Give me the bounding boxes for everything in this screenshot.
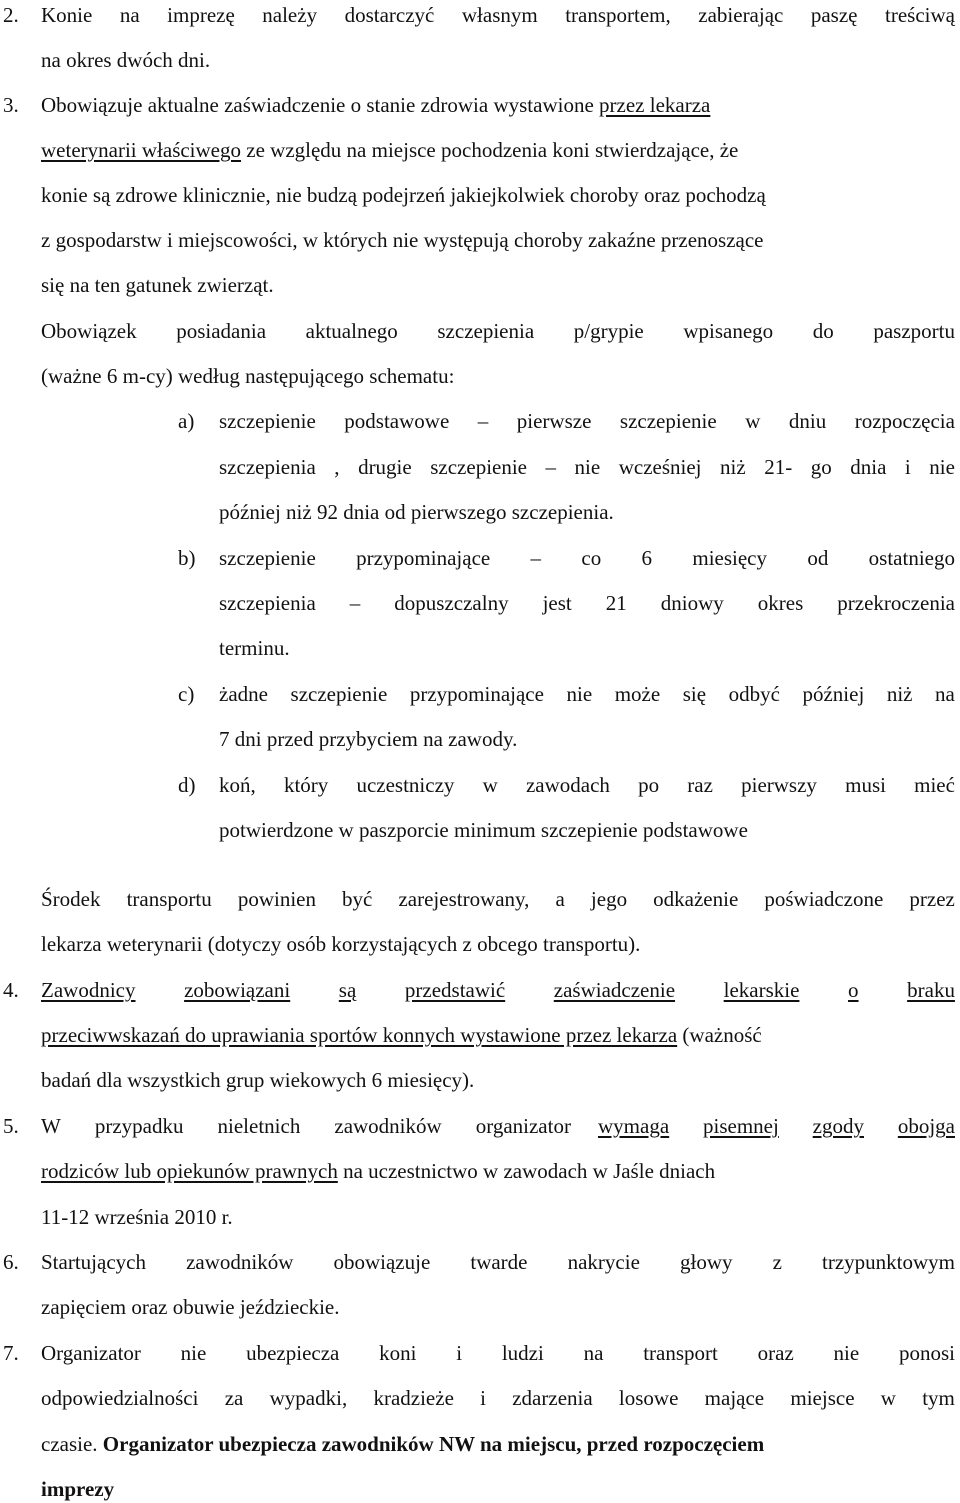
word: transport (643, 1341, 718, 1365)
paragraph-line: czasie. Organizator ubezpiecza zawodników NW na miejscu, przed rozpoczęciem (41, 1432, 765, 1456)
word: pierwsze (516, 409, 592, 433)
word: , (334, 455, 340, 479)
paragraph-line (219, 454, 955, 480)
word: jego (590, 887, 628, 911)
word: imprezę (167, 3, 235, 27)
word: szczepienie (430, 455, 528, 479)
word: należy (262, 3, 318, 27)
word: organizator (475, 1114, 571, 1138)
word: paszę (810, 3, 858, 27)
paragraph-line: 7 dni przed przybyciem na zawody. (219, 727, 518, 751)
word: poświadczone (764, 887, 884, 911)
word: szczepienie (290, 682, 388, 706)
word: losowe (618, 1386, 679, 1410)
word: dnia (850, 455, 887, 479)
word: niż (720, 455, 746, 479)
word: transportem, (565, 3, 671, 27)
paragraph-line: przeciwwskazań do uprawiania sportów konnych wystawione przez lekarza (ważność (41, 1023, 762, 1047)
word: przekroczenia (837, 591, 955, 615)
word: a (555, 887, 565, 911)
word: który (283, 773, 329, 797)
word: Startujących (41, 1250, 146, 1274)
word: za (224, 1386, 244, 1410)
word: i (480, 1386, 486, 1410)
word: rozpoczęcia (854, 409, 955, 433)
word: 21 (605, 591, 627, 615)
word: przedstawić (404, 978, 506, 1002)
paragraph-line (41, 1113, 571, 1139)
word: obojga (897, 1114, 955, 1138)
paragraph-line (219, 681, 955, 707)
word: szczepienia (437, 319, 535, 343)
word: miesięcy (692, 546, 767, 570)
word: koni (379, 1341, 417, 1365)
word: i (456, 1341, 463, 1365)
word: nieletnich (217, 1114, 301, 1138)
word: w (880, 1386, 896, 1410)
item-number: 7. (3, 1341, 19, 1365)
word: na (935, 682, 955, 706)
paragraph-line (41, 2, 955, 28)
word: pierwszy (741, 773, 817, 797)
word: raz (687, 773, 713, 797)
word: na (119, 3, 140, 27)
vaccination-intro (41, 318, 955, 344)
word: w (745, 409, 761, 433)
word: się (682, 682, 707, 706)
word: zarejestrowany, (398, 887, 530, 911)
word: być (342, 887, 373, 911)
word: Środek (41, 887, 101, 911)
word: musi (845, 773, 886, 797)
paragraph-line (41, 1249, 955, 1275)
word: przypominające (356, 546, 491, 570)
item-number: 4. (3, 978, 19, 1002)
underlined-line (41, 977, 955, 1003)
word: – (545, 455, 557, 479)
word: drugie (358, 455, 412, 479)
word: pisemnej (703, 1114, 779, 1138)
word: co (581, 546, 602, 570)
paragraph-line: rodziców lub opiekunów prawnych na uczestnictwo w zawodach w Jaśle dniach (41, 1159, 716, 1183)
word: własnym (461, 3, 538, 27)
transport-note (41, 886, 955, 912)
paragraph-line: (ważne 6 m-cy) według następującego schematu: (41, 364, 455, 388)
word: tym (922, 1386, 955, 1410)
underlined-text: przeciwwskazań do uprawiania sportów konnych wystawione przez lekarza (41, 1023, 678, 1047)
word: nie (574, 455, 601, 479)
word: podstawowe (344, 409, 450, 433)
item-number: 6. (3, 1250, 19, 1274)
paragraph-line: lekarza weterynarii (dotyczy osób korzystających z obcego transportu). (41, 932, 641, 956)
word: głowy (679, 1250, 733, 1274)
word: braku (907, 978, 955, 1002)
word: Zawodnicy (41, 978, 136, 1002)
word: szczepienie (219, 546, 316, 570)
word: zawodach (525, 773, 610, 797)
sublist-label: a) (178, 409, 195, 433)
word: 21- (764, 455, 793, 479)
paragraph-line: 11-12 września 2010 r. (41, 1205, 233, 1229)
word: przypadku (94, 1114, 184, 1138)
word: zdarzenia (512, 1386, 593, 1410)
bold-text: Organizator ubezpiecza zawodników NW na miejscu, przed rozpoczęciem (102, 1432, 765, 1456)
paragraph-line (41, 1385, 955, 1411)
word: mające (704, 1386, 765, 1410)
paragraph-line: z gospodarstw i miejscowości, w których nie występują choroby zakaźne przenoszące (41, 228, 764, 252)
word: o (848, 978, 859, 1002)
underlined-text (598, 1113, 955, 1139)
word: ubezpiecza (246, 1341, 340, 1365)
item-number: 3. (3, 93, 19, 117)
word: obowiązuje (333, 1250, 431, 1274)
paragraph-line: terminu. (219, 636, 290, 660)
paragraph-line (219, 772, 955, 798)
word: szczepienie (219, 409, 316, 433)
word: do (812, 319, 834, 343)
word: Konie (41, 3, 93, 27)
word: w (482, 773, 498, 797)
word: ponosi (898, 1341, 955, 1365)
word: z (772, 1250, 782, 1274)
word: dopuszczalny (394, 591, 509, 615)
word: i (904, 455, 911, 479)
word: nie (566, 682, 593, 706)
paragraph-line: potwierdzone w paszporcie minimum szczepienie podstawowe (219, 818, 748, 842)
item-number: 2. (3, 3, 19, 27)
word: zobowiązani (184, 978, 291, 1002)
word: żadne (219, 682, 268, 706)
word: paszportu (873, 319, 955, 343)
sublist-label: d) (178, 773, 196, 797)
word: – (530, 546, 542, 570)
word: powinien (237, 887, 316, 911)
underlined-text: rodziców lub opiekunów prawnych (41, 1159, 338, 1183)
item-number: 5. (3, 1114, 19, 1138)
word: dniowy (660, 591, 724, 615)
word: zgody (812, 1114, 864, 1138)
word: posiadania (176, 319, 267, 343)
paragraph-line: weterynarii właściwego ze względu na miejsce pochodzenia koni stwierdzające, że (41, 138, 739, 162)
paragraph-line (219, 545, 955, 571)
word: nie (180, 1341, 207, 1365)
word: przypominające (409, 682, 544, 706)
word: aktualnego (305, 319, 398, 343)
word: – (477, 409, 489, 433)
word: na (583, 1341, 604, 1365)
word: miejsce (790, 1386, 855, 1410)
word: twarde (470, 1250, 528, 1274)
word: szczepienia (219, 591, 316, 615)
paragraph-line: Obowiązuje aktualne zaświadczenie o stanie zdrowia wystawione przez lekarza (41, 93, 711, 117)
word: wymaga (598, 1114, 670, 1138)
word: 6 (641, 546, 653, 570)
word: oraz (757, 1341, 794, 1365)
word: – (349, 591, 361, 615)
word: zawodników (334, 1114, 442, 1138)
word: od (807, 546, 829, 570)
word: przez (909, 887, 955, 911)
word: wypadki, (269, 1386, 348, 1410)
paragraph-line (41, 1340, 955, 1366)
word: dniu (788, 409, 827, 433)
word: odkażenie (653, 887, 739, 911)
paragraph-line: badań dla wszystkich grup wiekowych 6 miesięcy). (41, 1068, 475, 1092)
word: szczepienia (219, 455, 316, 479)
bold-text: imprezy (41, 1477, 115, 1501)
word: W (41, 1114, 61, 1138)
word: uczestniczy (356, 773, 455, 797)
word: odbyć (728, 682, 780, 706)
word: zabierając (698, 3, 784, 27)
word: mieć (914, 773, 955, 797)
paragraph-line: się na ten gatunek zwierząt. (41, 273, 274, 297)
word: ludzi (501, 1341, 544, 1365)
word: nakrycie (567, 1250, 640, 1274)
word: p/grypie (573, 319, 644, 343)
word: treściwą (885, 3, 955, 27)
paragraph-line (219, 408, 955, 434)
word: transportu (126, 887, 212, 911)
paragraph-line: na okres dwóch dni. (41, 48, 211, 72)
paragraph-line: później niż 92 dnia od pierwszego szczepienia. (219, 500, 614, 524)
word: odpowiedzialności (41, 1386, 199, 1410)
paragraph-line (219, 590, 955, 616)
word: niż (886, 682, 913, 706)
word: szczepienie (619, 409, 717, 433)
word: nie (929, 455, 955, 479)
underlined-text: weterynarii właściwego (41, 138, 242, 162)
word: zawodników (186, 1250, 294, 1274)
word: zaświadczenie (553, 978, 676, 1002)
paragraph-line: zapięciem oraz obuwie jeździeckie. (41, 1295, 340, 1319)
word: są (338, 978, 357, 1002)
word: lekarskie (723, 978, 800, 1002)
word: kradzieże (373, 1386, 454, 1410)
word: nie (833, 1341, 860, 1365)
paragraph-line: konie są zdrowe klinicznie, nie budzą podejrzeń jakiejkolwiek choroby oraz pochodzą (41, 183, 766, 207)
word: go (810, 455, 832, 479)
word: może (614, 682, 661, 706)
word: okres (757, 591, 804, 615)
word: Obowiązek (41, 319, 137, 343)
word: później (802, 682, 865, 706)
word: jest (542, 591, 572, 615)
word: wcześniej (618, 455, 702, 479)
word: ostatniego (868, 546, 955, 570)
word: po (638, 773, 660, 797)
sublist-label: c) (178, 682, 195, 706)
sublist-label: b) (178, 546, 196, 570)
word: trzypunktowym (822, 1250, 955, 1274)
word: wpisanego (683, 319, 774, 343)
word: Organizator (41, 1341, 141, 1365)
word: koń, (219, 773, 256, 797)
word: dostarczyć (344, 3, 435, 27)
underlined-text: przez lekarza (599, 93, 711, 117)
